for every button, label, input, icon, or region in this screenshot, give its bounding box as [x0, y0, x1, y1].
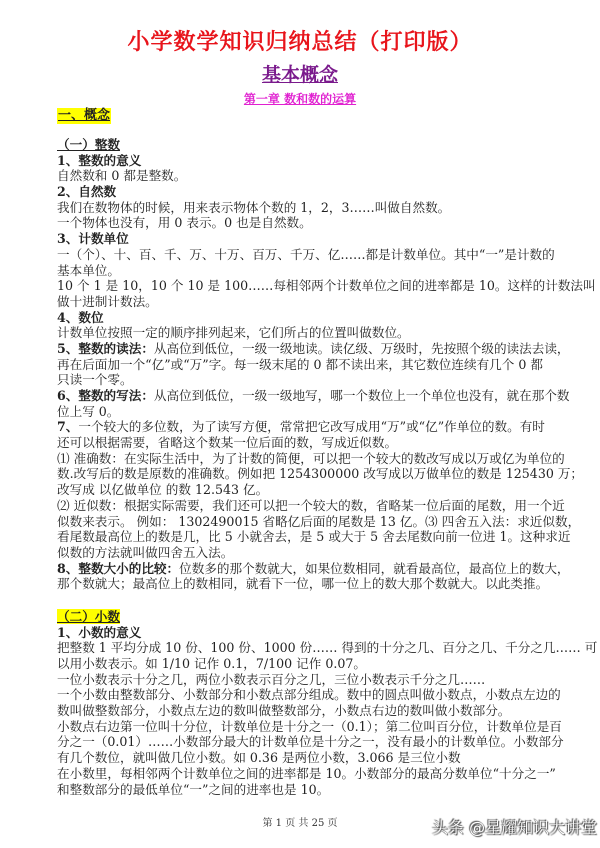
body-text: 有几个数位，就叫做几位小数。如 0.36 是两位小数，3.066 是三位小数 — [57, 750, 461, 766]
text-line — [57, 419, 552, 435]
body-text: 再在后面加一个“亿”或“万”字。每一级末尾的 0 都不读出来，其它数位连续有几个 0 都 — [57, 356, 543, 372]
text-line — [57, 168, 552, 184]
chapter-heading: 第一章 数和数的运算 — [243, 92, 357, 106]
body-text: 和整数部分的最低单位“一”之间的进率也是 10。 — [57, 781, 330, 797]
text-line — [57, 325, 552, 341]
text-line — [57, 404, 552, 420]
document-subtitle: 基本概念 — [261, 64, 338, 86]
text-line — [57, 560, 570, 577]
text-line — [57, 450, 565, 467]
watermark: 头条 @星耀知识大讲堂 — [432, 818, 598, 837]
section-heading-concepts: 一、概念 — [58, 108, 111, 123]
body-text: 一（个）、十、百、千、万、十万、百万、千万、亿……都是计数单位。其中“一”是计数的 — [57, 246, 555, 262]
body-text: 从高位到低位，一级一级地写，哪一个数位上一个单位也没有，就在那个数 — [153, 388, 570, 403]
text-line — [57, 703, 552, 719]
body-text: 计数单位按照一定的顺序排列起来，它们所占的位置叫做数位。 — [57, 325, 410, 341]
text-line — [57, 782, 552, 798]
body-text: 数叫做整数部分，小数点左边的数叫做整数部分，小数点右边的数叫做小数部分。 — [57, 703, 511, 719]
text-line — [57, 640, 598, 656]
subsection-heading-decimals: （二）小数 — [57, 608, 120, 624]
body-text: 10 个 1 是 10，10 个 10 是 100……每相邻两个计数单位之间的进率都是 10。这样的计数法叫 — [57, 278, 596, 294]
text-line — [57, 672, 552, 688]
text-line — [57, 466, 584, 482]
text-line — [57, 388, 570, 404]
body-text: 从高位到低位，一级一级地读。读亿级、万级时，先按照个级的读法去读， — [153, 340, 570, 356]
text-line — [57, 231, 552, 247]
body-text: 以用小数表示。如 1/10 记作 0.1，7/100 记作 0.07。 — [57, 656, 366, 671]
text-line — [57, 200, 552, 216]
body-text: 数.改写后的数是原数的准确数。例如把 1254300000 改写成以万做单位的数是 125430 万； — [57, 466, 584, 482]
body-text: 一位小数表示十分之几，两位小数表示百分之几，三位小数表示千分之几…… — [57, 671, 486, 687]
item-heading: 7、 — [57, 419, 79, 435]
body-text: ⑴ 准确数：在实际生活中，为了计数的简便，可以把一个较大的数改写成以万或亿为单位的 — [57, 450, 565, 466]
text-line — [57, 246, 555, 263]
item-heading: 4、数位 — [57, 309, 104, 325]
text-line — [57, 482, 552, 498]
body-text: 位数多的那个数就大，如果位数相同，就看最高位，最高位上的数大， — [179, 560, 570, 576]
body-text: 做十进制计数法。 — [57, 293, 158, 309]
text-line — [57, 184, 552, 200]
text-line — [57, 340, 570, 357]
text-line — [57, 294, 552, 310]
body-text: 在小数里，每相邻两个计数单位之间的进率都是 10。小数部分的最高分数单位“十分之一” — [57, 765, 556, 781]
item-heading: 3、计数单位 — [57, 231, 129, 247]
page-number: 第 1 页 共 25 页 — [262, 818, 338, 829]
body-text: 似数的方法就叫做四舍五入法。 — [57, 544, 234, 560]
body-text: 把整数 1 平均分成 10 份、100 份、1000 份…… 得到的十分之几、百分之几、千分之几…… 可 — [57, 640, 598, 656]
document-body — [57, 137, 598, 797]
document-title: 小学数学知识归纳总结（打印版） — [127, 30, 473, 55]
item-heading: 8、整数大小的比较： — [57, 560, 180, 576]
body-text: 基本单位。 — [57, 262, 120, 278]
text-line — [57, 263, 552, 279]
decimals-section — [57, 624, 598, 798]
body-text: ⑵ 近似数：根据实际需要，我们还可以把一个较大的数，省略某一位后面的尾数，用一个近 — [57, 497, 565, 513]
text-line — [57, 765, 556, 782]
text-line — [57, 497, 565, 514]
body-text: 一个较大的多位数，为了读写方便，常常把它改写成用“万”或“亿”作单位的数。有时 — [78, 419, 545, 435]
text-line — [57, 513, 581, 530]
text-line — [57, 215, 552, 231]
integers-section — [57, 152, 596, 592]
item-heading: 6、整数的写法： — [57, 388, 154, 403]
text-line — [57, 357, 552, 373]
body-text: 改写成 以亿做单位 的数 12.543 亿。 — [57, 482, 269, 498]
text-line — [57, 278, 596, 294]
body-text: 似数来表示。 例如： 1302490015 省略亿后面的尾数是 13 亿。⑶ 四舍五入法：求近似数， — [57, 513, 581, 529]
text-line — [57, 734, 564, 750]
body-text: 一个物体也没有，用 0 表示。0 也是自然数。 — [57, 215, 312, 231]
item-heading: 5、整数的读法： — [57, 340, 154, 356]
text-line — [57, 435, 552, 451]
text-line — [57, 372, 552, 388]
body-text: 小数点右边第一位叫十分位，计数单位是十分之一（0.1）；第二位叫百分位，计数单位是百 — [57, 718, 562, 734]
body-text: 看尾数最高位上的数是几，比 5 小就舍去，是 5 或大于 5 舍去尾数向前一位进 1。这种求近 — [57, 529, 571, 545]
item-heading: 2、自然数 — [57, 184, 117, 200]
text-line — [57, 750, 552, 766]
body-text: 那个数就大；最高位上的数相同，就看下一位，哪一位上的数大那个数就大。以此类推。 — [57, 576, 549, 592]
text-line — [57, 310, 552, 326]
text-line — [57, 687, 561, 703]
text-line — [57, 656, 552, 672]
text-line — [57, 576, 552, 592]
body-text: 一个小数由整数部分、小数部分和小数点部分组成。数中的圆点叫做小数点，小数点左边的 — [57, 687, 561, 703]
text-line — [57, 625, 552, 641]
body-text: 位上写 0。 — [57, 403, 120, 419]
body-text: 只读一个零。 — [57, 372, 133, 388]
item-heading: 1、整数的意义 — [57, 152, 142, 168]
subsection-heading-integers: （一）整数 — [57, 137, 120, 152]
text-line — [57, 545, 552, 561]
body-text: 我们在数物体的时候，用来表示物体个数的 1，2，3……叫做自然数。 — [57, 199, 451, 215]
text-line — [57, 153, 552, 169]
body-text: 还可以根据需要，省略这个数某一位后面的数，写成近似数。 — [57, 435, 398, 451]
item-heading: 1、小数的意义 — [57, 624, 142, 640]
text-line — [57, 718, 562, 735]
text-line — [57, 529, 571, 545]
body-text: 自然数和 0 都是整数。 — [57, 168, 187, 184]
body-text: 分之一（0.01）……小数部分最大的计数单位是十分之一，没有最小的计数单位。小数部分 — [57, 734, 564, 750]
